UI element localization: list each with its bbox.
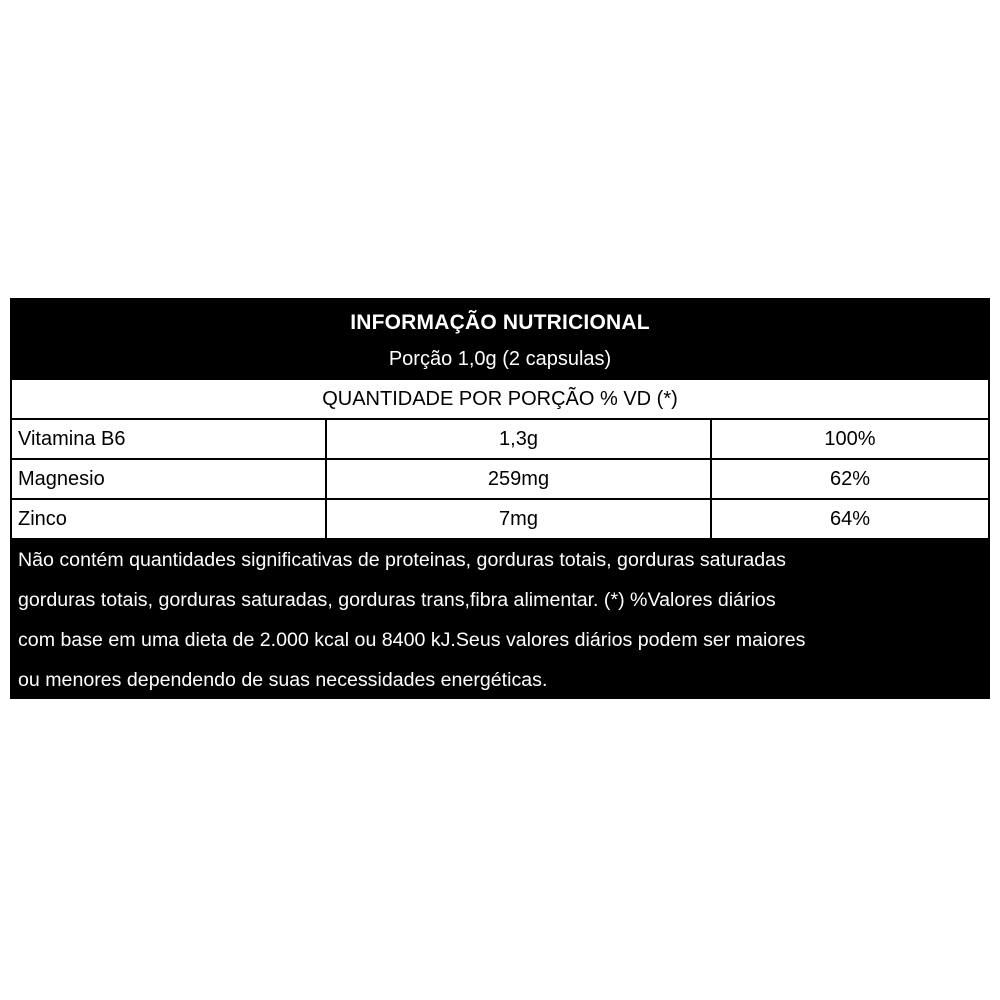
nutrient-row	[12, 420, 988, 458]
nutrient-daily-value: 62%	[712, 460, 988, 498]
portion-size: Porção 1,0g (2 capsulas)	[388, 348, 612, 370]
nutrition-facts-panel	[10, 298, 990, 699]
nutrient-row	[12, 500, 988, 538]
quantity-header: QUANTIDADE POR PORÇÃO % VD (*)	[12, 380, 988, 418]
nutrient-amount: 7mg	[327, 500, 710, 538]
nutrient-name: Vitamina B6	[12, 420, 325, 458]
footnote-line: gorduras totais, gorduras saturadas, gorduras trans,fibra alimentar. (*) %Valores diários	[18, 589, 776, 611]
footnote	[18, 540, 984, 700]
nutrient-name: Magnesio	[12, 460, 325, 498]
nutrient-amount: 259mg	[327, 460, 710, 498]
nutrient-daily-value: 64%	[712, 500, 988, 538]
nutrient-amount: 1,3g	[327, 420, 710, 458]
nutrient-name: Zinco	[12, 500, 325, 538]
nutrition-title: INFORMAÇÃO NUTRICIONAL	[350, 311, 650, 334]
footnote-line: com base em uma dieta de 2.000 kcal ou 8400 kJ.Seus valores diários podem ser maiores	[18, 629, 806, 651]
nutrient-row	[12, 460, 988, 498]
footnote-line: Não contém quantidades significativas de proteinas, gorduras totais, gorduras saturadas	[18, 549, 786, 571]
footnote-line: ou menores dependendo de suas necessidades energéticas.	[18, 669, 548, 691]
nutrient-daily-value: 100%	[712, 420, 988, 458]
